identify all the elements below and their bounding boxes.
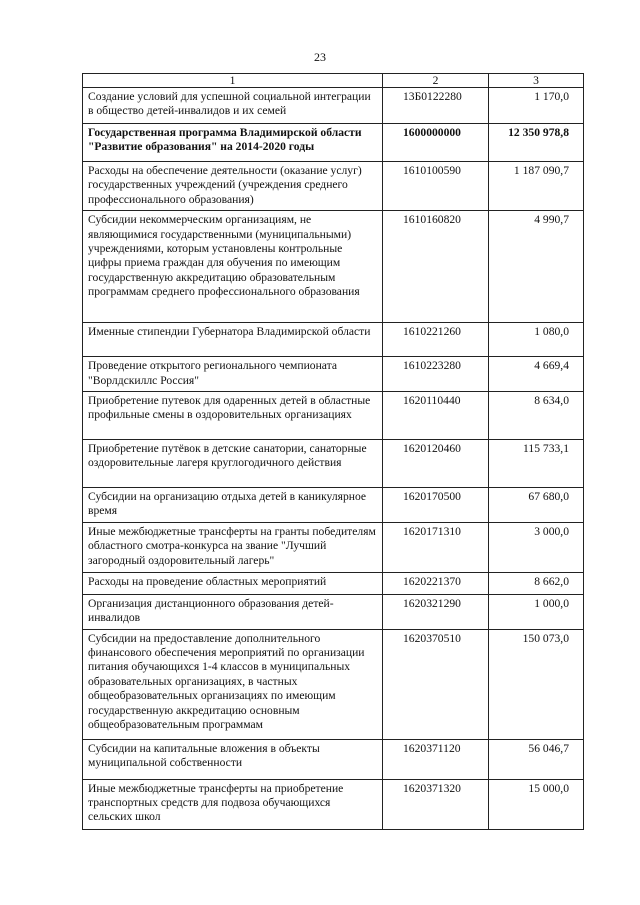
row-code-cell: 1600000000 <box>383 124 489 162</box>
row-name-cell: Субсидии на организацию отдыха детей в каникулярное время <box>83 488 383 523</box>
row-amount-cell: 8 634,0 <box>489 392 584 440</box>
header-col-3: 3 <box>489 74 584 88</box>
row-amount-cell: 15 000,0 <box>489 779 584 829</box>
row-name-cell: Иные межбюджетные трансферты на гранты победителям областного смотра-конкурса на звание "Лучший загородный оздоровительный лагерь" <box>83 522 383 572</box>
row-code-cell: 1620371320 <box>383 779 489 829</box>
row-name-cell: Приобретение путевок для одаренных детей в областные профильные смены в оздоровительных организациях <box>83 392 383 440</box>
row-code-cell: 1620171310 <box>383 522 489 572</box>
header-col-1: 1 <box>83 74 383 88</box>
row-code-cell: 1610221260 <box>383 323 489 357</box>
table-row <box>83 629 584 739</box>
row-name-cell: Субсидии некоммерческим организациям, не являющимися государственными (муниципальными) учреждениями, которым установлены контрольные цифры приема граждан для обучения по имеющим государственную аккредитацию образовательным программам среднего профессионального образования <box>83 211 383 323</box>
row-name-cell: Именные стипендии Губернатора Владимирской области <box>83 323 383 357</box>
row-name-cell: Создание условий для успешной социальной интеграции в общество детей-инвалидов и их семей <box>83 88 383 124</box>
table-row <box>83 739 584 779</box>
table-row <box>83 572 584 594</box>
budget-table <box>82 73 584 830</box>
row-amount-cell: 1 000,0 <box>489 594 584 629</box>
row-amount-cell: 3 000,0 <box>489 522 584 572</box>
row-amount-cell: 56 046,7 <box>489 739 584 779</box>
row-amount-cell: 67 680,0 <box>489 488 584 523</box>
row-amount-cell: 115 733,1 <box>489 440 584 488</box>
table-row <box>83 88 584 124</box>
table-row <box>83 488 584 523</box>
row-amount-cell: 1 080,0 <box>489 323 584 357</box>
table-row <box>83 594 584 629</box>
page-number: 23 <box>314 50 326 64</box>
table-row <box>83 392 584 440</box>
row-code-cell: 1620321290 <box>383 594 489 629</box>
row-code-cell: 1610223280 <box>383 357 489 392</box>
row-amount-cell: 12 350 978,8 <box>489 124 584 162</box>
row-amount-cell: 4 990,7 <box>489 211 584 323</box>
table-row <box>83 162 584 211</box>
row-code-cell: 1620110440 <box>383 392 489 440</box>
row-amount-cell: 150 073,0 <box>489 629 584 739</box>
row-code-cell: 1620170500 <box>383 488 489 523</box>
row-name-cell: Государственная программа Владимирской области "Развитие образования" на 2014-2020 годы <box>83 124 383 162</box>
row-name-cell: Иные межбюджетные трансферты на приобретение транспортных средств для подвоза обучающихся сельских школ <box>83 779 383 829</box>
row-name-cell: Приобретение путёвок в детские санатории, санаторные оздоровительные лагеря круглогодичного действия <box>83 440 383 488</box>
table-row <box>83 522 584 572</box>
row-code-cell: 1620370510 <box>383 629 489 739</box>
table-row <box>83 124 584 162</box>
row-code-cell: 1620120460 <box>383 440 489 488</box>
table-row <box>83 323 584 357</box>
table-row <box>83 357 584 392</box>
table-body <box>83 88 584 830</box>
row-amount-cell: 1 187 090,7 <box>489 162 584 211</box>
row-code-cell: 1610100590 <box>383 162 489 211</box>
row-name-cell: Организация дистанционного образования детей-инвалидов <box>83 594 383 629</box>
table-row <box>83 440 584 488</box>
row-amount-cell: 8 662,0 <box>489 572 584 594</box>
row-code-cell: 1610160820 <box>383 211 489 323</box>
row-amount-cell: 4 669,4 <box>489 357 584 392</box>
table-row <box>83 779 584 829</box>
row-name-cell: Субсидии на капитальные вложения в объекты муниципальной собственности <box>83 739 383 779</box>
row-code-cell: 1620371120 <box>383 739 489 779</box>
row-code-cell: 13Б0122280 <box>383 88 489 124</box>
table-row <box>83 211 584 323</box>
row-name-cell: Проведение открытого регионального чемпионата "Ворлдскиллс Россия" <box>83 357 383 392</box>
table-header-row <box>83 74 584 88</box>
row-name-cell: Субсидии на предоставление дополнительного финансового обеспечения мероприятий по организации питания обучающихся 1-4 классов в муниципальных образовательных организациях, в частных общеобразовательных организациях по имеющим государственную аккредитацию основным общеобразовательным программам <box>83 629 383 739</box>
row-code-cell: 1620221370 <box>383 572 489 594</box>
header-col-2: 2 <box>383 74 489 88</box>
row-name-cell: Расходы на проведение областных мероприятий <box>83 572 383 594</box>
row-amount-cell: 1 170,0 <box>489 88 584 124</box>
row-name-cell: Расходы на обеспечение деятельности (оказание услуг) государственных учреждений (учреждения среднего профессионального образования) <box>83 162 383 211</box>
